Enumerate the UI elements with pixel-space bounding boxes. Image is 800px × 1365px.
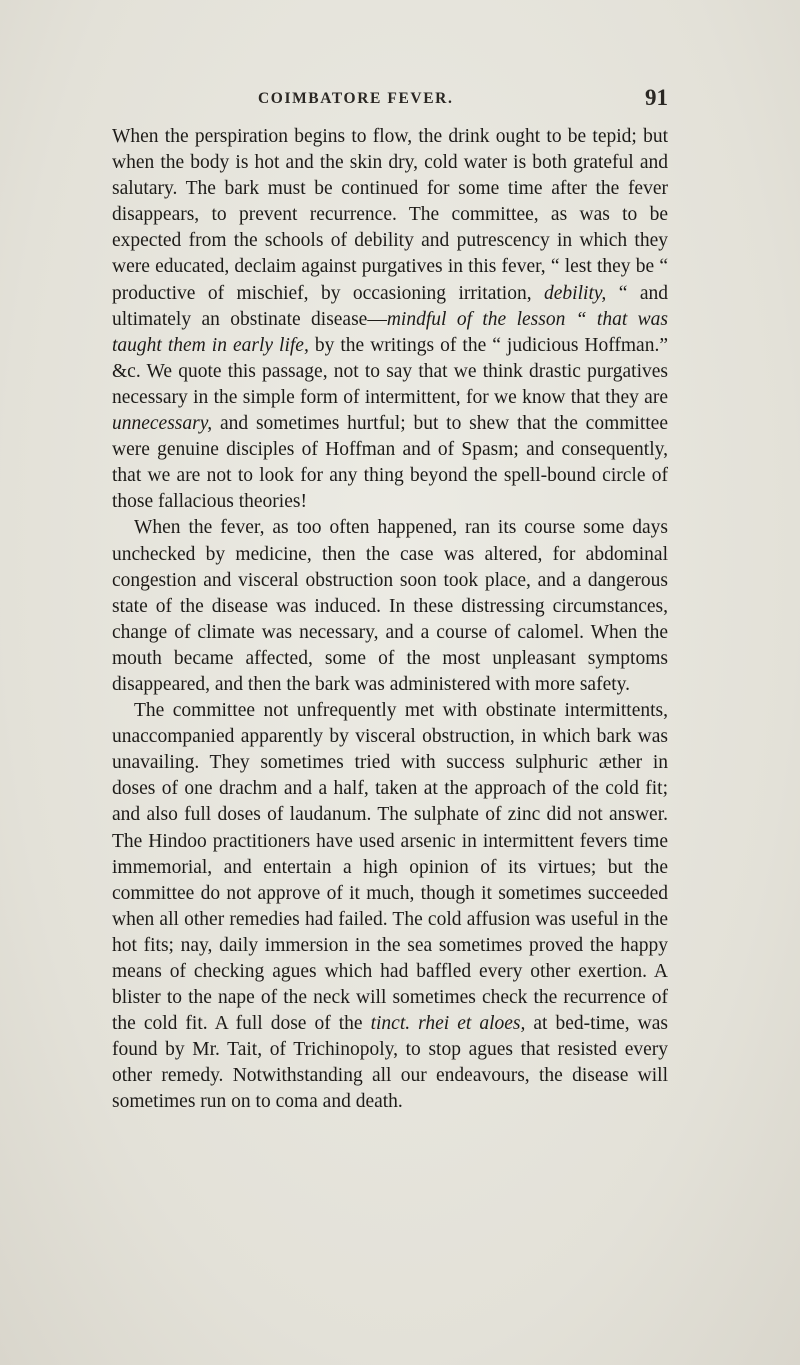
page-number: 91	[645, 85, 668, 110]
text-run: When the fever, as too often happened, ran its course some days unchecked by medicine, then the case was altered, for abdominal congestion and visceral obstruction soon took place, and a dangerous state of the disease was induced. In these distressing circumstances, change of climate was necessary, and a course of calomel. When the mouth became affected, some of the most unpleasant symptoms disappeared, and then the bark was administered with more safety.	[112, 517, 668, 695]
text-run: The committee not unfrequently met with obstinate intermittents, unaccompanied apparently by visceral obstruction, in which bark was unavailing. They sometimes tried with success sulphuric æther in doses of one drachm and a half, taken at the approach of the cold fit; and also full doses of laudanum. The sulphate of zinc did not answer. The Hindoo practitioners have used arsenic in intermittent fevers time immemorial, and entertain a high opinion of its virtues; but the committee do not approve of it much, though it sometimes succeeded when all other remedies had failed. The cold affusion was useful in the hot fits; nay, daily immersion in the sea sometimes proved the happy means of checking agues which had baffled every other exertion. A blister to the nape of the neck will sometimes check the recurrence of the cold fit. A full dose of the	[112, 700, 668, 1035]
italic-run: mindful of the lesson “ that was taught them in early life,	[112, 308, 668, 356]
text-run: and sometimes hurtful; but to shew that the committee were genuine disciples of Hoffman and of Spasm; and consequently, that we are not to look for any thing beyond the spell-bound circle of those fallacious theories!	[112, 413, 668, 513]
italic-run: debility,	[544, 282, 607, 304]
italic-run: unnecessary,	[112, 413, 213, 435]
paragraph-2	[112, 515, 668, 698]
text-run: When the perspiration begins to flow, the drink ought to be tepid; but when the body is hot and the skin dry, cold water is both grateful and salutary. The bark must be continued for some time after the fever disappears, to prevent recurrence. The committee, as was to be expected from the schools of debility and putrescency in which they were educated, declaim against purgatives in this fever, “ lest they be “ productive of mischief, by occasioning irritation,	[112, 126, 668, 304]
text-run: at bed-time, was found by Mr. Tait, of Trichinopoly, to stop agues that resisted every other remedy. Notwithstanding all our endeavours, the disease will sometimes run on to coma and death.	[112, 1013, 669, 1113]
body-text	[112, 124, 668, 1116]
paragraph-1	[112, 124, 668, 515]
italic-run: tinct. rhei et aloes,	[370, 1013, 526, 1035]
running-title: COIMBATORE FEVER.	[258, 90, 454, 107]
text-run: “ and ultimately an obstinate disease—	[112, 282, 668, 330]
text-run: by the writings of the “ judicious Hoffman.” &c. We quote this passage, not to say that we think drastic purgatives necessary in the simple form of intermittent, for we know that they are	[112, 334, 668, 408]
paragraph-3	[112, 698, 668, 1116]
running-head	[112, 85, 668, 118]
